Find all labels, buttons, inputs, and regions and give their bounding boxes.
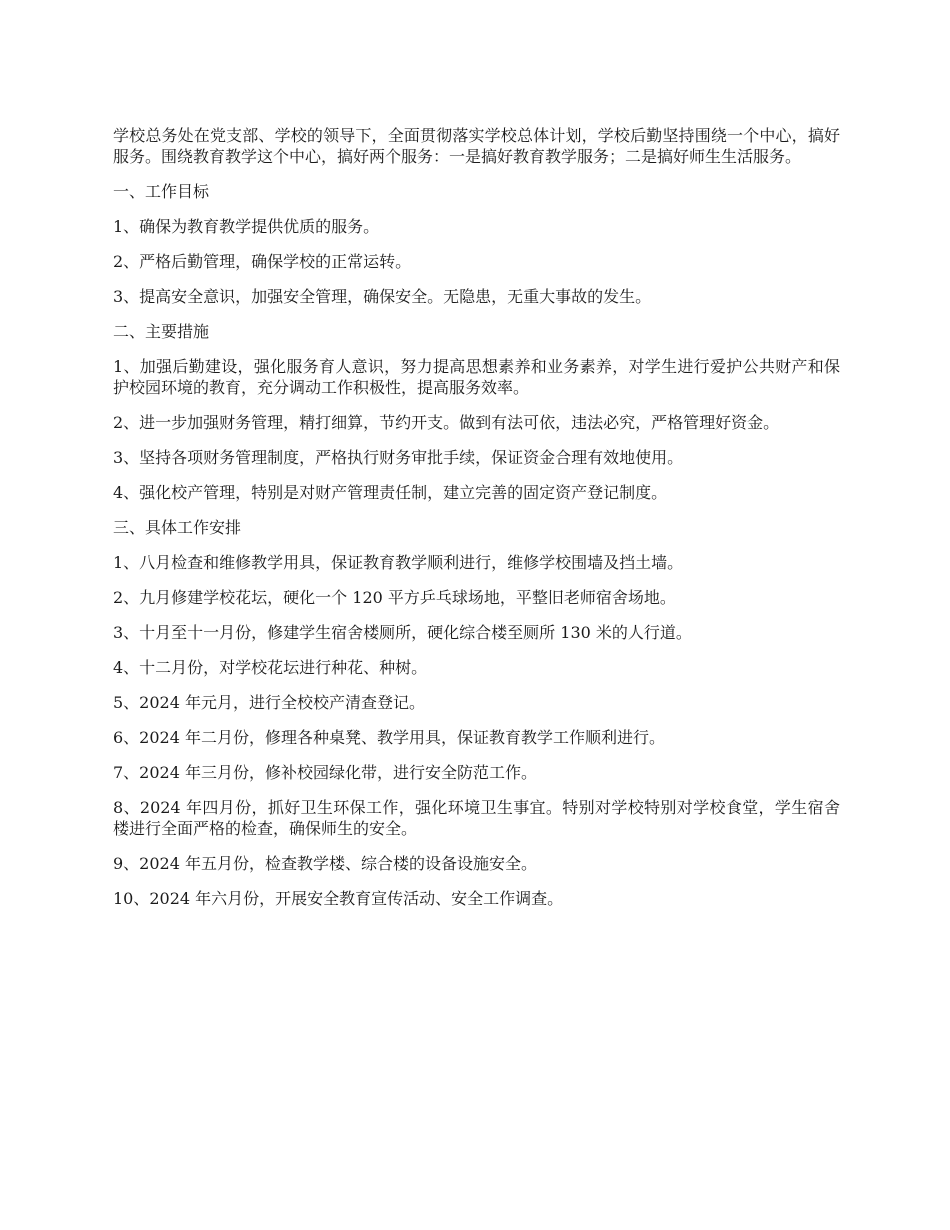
section-heading-measures: 二、主要措施 (113, 322, 210, 341)
section-heading-goals: 一、工作目标 (113, 182, 210, 201)
section-heading-schedule: 三、具体工作安排 (113, 518, 242, 537)
schedule-item: 9、2024 年五月份，检查教学楼、综合楼的设备设施安全。 (113, 854, 537, 873)
goal-item: 3、提高安全意识，加强安全管理，确保安全。无隐患，无重大事故的发生。 (113, 287, 652, 306)
goal-item: 1、确保为教育教学提供优质的服务。 (113, 217, 380, 236)
goal-item: 2、严格后勤管理，确保学校的正常运转。 (113, 252, 412, 271)
measure-item: 4、强化校产管理，特别是对财产管理责任制，建立完善的固定资产登记制度。 (113, 483, 668, 502)
schedule-item: 5、2024 年元月，进行全校校产清查登记。 (113, 693, 425, 712)
schedule-item: 3、十月至十一月份，修建学生宿舍楼厕所，硬化综合楼至厕所 130 米的人行道。 (113, 623, 692, 642)
intro-paragraph: 学校总务处在党支部、学校的领导下，全面贯彻落实学校总体计划，学校后勤坚持围绕一个中心，搞好服务。围绕教育教学这个中心，搞好两个服务：一是搞好教育教学服务；二是搞好师生生活服务。 (113, 126, 840, 166)
document-page (113, 125, 840, 923)
schedule-item: 2、九月修建学校花坛，硬化一个 120 平方乒乓球场地，平整旧老师宿舍场地。 (113, 588, 676, 607)
schedule-item: 7、2024 年三月份，修补校园绿化带，进行安全防范工作。 (113, 763, 537, 782)
schedule-item: 6、2024 年二月份，修理各种桌凳、教学用具，保证教育教学工作顺利进行。 (113, 728, 665, 747)
schedule-item: 10、2024 年六月份，开展安全教育宣传活动、安全工作调查。 (113, 889, 564, 908)
measure-item: 3、坚持各项财务管理制度，严格执行财务审批手续，保证资金合理有效地使用。 (113, 448, 684, 467)
schedule-item: 8、2024 年四月份，抓好卫生环保工作，强化环境卫生事宜。特别对学校特别对学校食堂，学生宿舍楼进行全面严格的检查，确保师生的安全。 (113, 798, 840, 838)
measure-item: 2、进一步加强财务管理，精打细算，节约开支。做到有法可依，违法必究，严格管理好资金。 (113, 413, 780, 432)
schedule-item: 1、八月检查和维修教学用具，保证教育教学顺利进行，维修学校围墙及挡土墙。 (113, 553, 684, 572)
measure-item: 1、加强后勤建设，强化服务育人意识，努力提高思想素养和业务素养，对学生进行爱护公共财产和保护校园环境的教育，充分调动工作积极性，提高服务效率。 (113, 357, 840, 397)
schedule-item: 4、十二月份，对学校花坛进行种花、种树。 (113, 658, 428, 677)
